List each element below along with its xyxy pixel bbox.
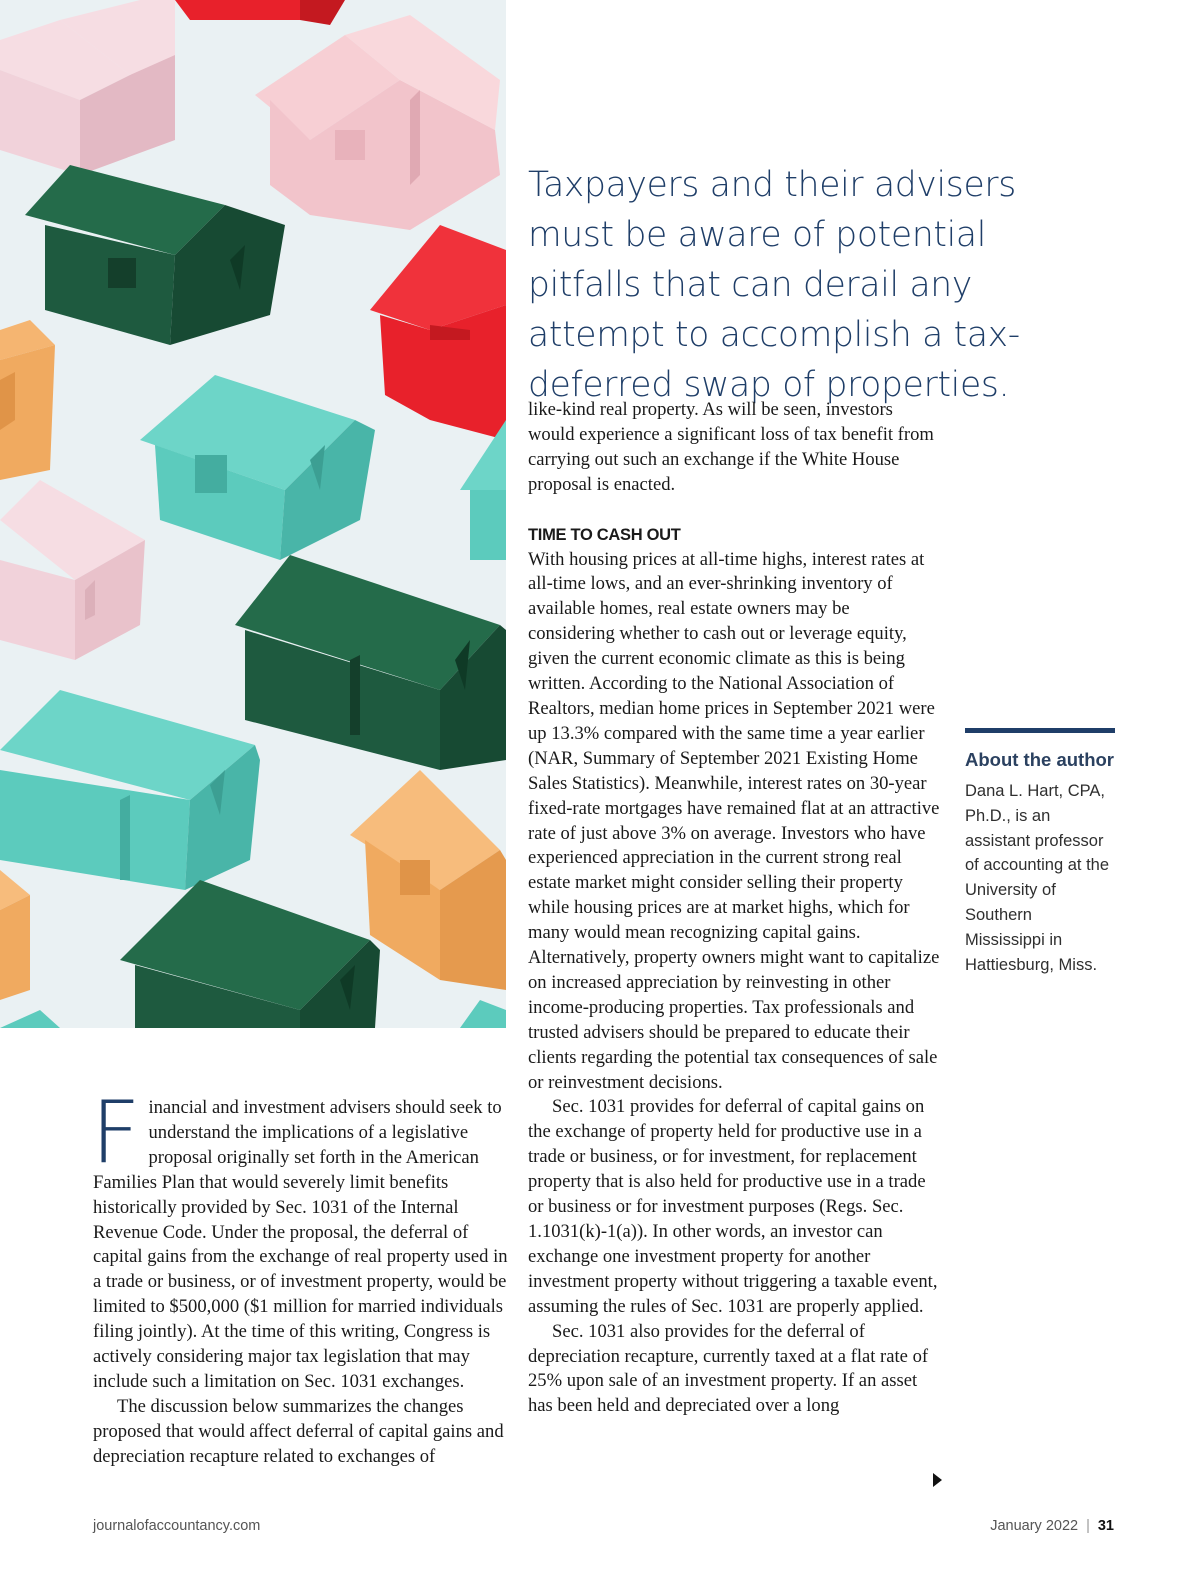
house-orange-1 [0, 320, 55, 480]
author-box-title: About the author [965, 749, 1115, 770]
paragraph: like-kind real property. As will be seen, investors would experience a significant loss of tax benefit from carrying out such an exchange if the White House proposal is enacted. [528, 399, 934, 495]
drop-cap: F [91, 1083, 141, 1183]
continue-arrow-icon [933, 1473, 942, 1487]
section-heading: TIME TO CASH OUT [528, 525, 681, 544]
pull-quote: Taxpayers and their advisers must be aware of potential pitfalls that can derail any attempt to accomplish a tax-deferred swap of properties. [528, 165, 1020, 405]
paragraph: inancial and investment advisers should seek to understand the implications of a legislative proposal originally set forth in the American Families Plan that would severely limit benefits historically provided by Sec. 1031 of the Internal Revenue Code. Under the proposal, the deferral of capital gains from the exchange of real property used in a trade or business, or of investment property, would be limited to $500,000 ($1 million for married individuals filing jointly). At the time of this writing, Congress is actively considering major tax legislation that may include such a limitation on Sec. 1031 exchanges. [93, 1097, 508, 1392]
house-illustration [0, 0, 506, 1028]
footer-website: journalofaccountancy.com [93, 1518, 261, 1534]
footer-issue-info [990, 1518, 1114, 1534]
footer-separator: | [1086, 1518, 1090, 1534]
footer-date: January 2022 [990, 1518, 1079, 1534]
article-column-middle [528, 398, 940, 1419]
paragraph: Sec. 1031 provides for deferral of capital gains on the exchange of property held for productive use in a trade or business, or for investment, for replacement property that is also held for productive use in a trade or business or for investment purposes (Regs. Sec. 1.1031(k)-1(a)). In other words, an investor can exchange one investment property for another investment property without triggering a taxable event, assuming the rules of Sec. 1031 are properly applied. [528, 1096, 938, 1317]
paragraph: With housing prices at all-time highs, interest rates at all-time lows, and an ever-shrinking inventory of available homes, real estate owners may be considering whether to cash out or leverage equity, given the current economic climate as this is being written. According to the National Association of Realtors, median home prices in September 2021 were up 13.3% compared with the same time a year earlier (NAR, Summary of September 2021 Existing Home Sales Statistics). Meanwhile, interest rates on 30-year fixed-rate mortgages have remained flat at an attractive rate of just above 3% on average. Investors who have experienced appreciation in the current strong real estate market might consider selling their property while housing prices are at market highs, which for many would mean recognizing capital gains. Alternatively, property owners might want to capitalize on increased appreciation by reinvesting in other income-producing properties. Tax professionals and trusted advisers should be prepared to educate their clients regarding the potential tax consequences of sale or reinvestment decisions. [528, 548, 940, 1093]
paragraph: Sec. 1031 also provides for the deferral of depreciation recapture, currently taxed at a flat rate of 25% upon sale of an investment property. If an asset has been held and depreciated over a long [528, 1320, 929, 1417]
article-column-left [91, 1083, 509, 1470]
author-bio: Dana L. Hart, CPA, Ph.D., is an assistant professor of accounting at the University of Southern Mississippi in Hattiesburg, Miss. [965, 782, 1110, 974]
paragraph: The discussion below summarizes the changes proposed that would affect deferral of capital gains and depreciation recapture related to exchanges of [93, 1395, 504, 1467]
about-author-box [965, 728, 1115, 977]
page-number: 31 [1097, 1518, 1114, 1534]
